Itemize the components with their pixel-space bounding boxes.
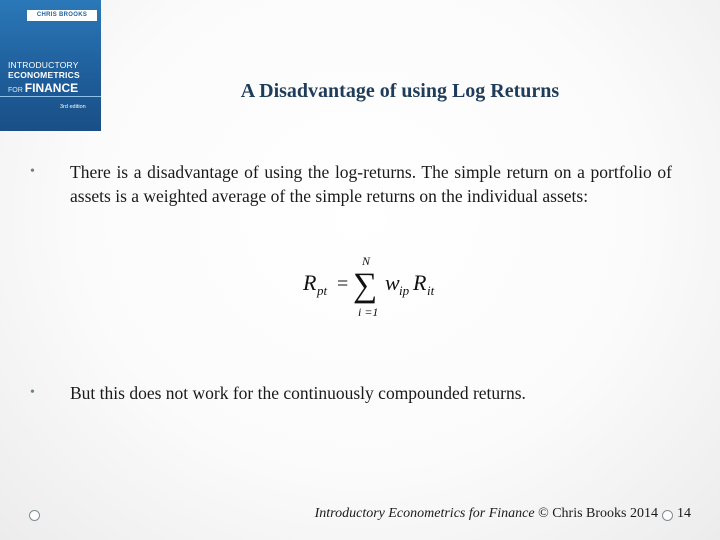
cover-edition: 3rd edition xyxy=(60,104,86,110)
slide-title: A Disadvantage of using Log Returns xyxy=(240,80,560,102)
footer-credit xyxy=(315,506,658,522)
footer-circle-right-icon xyxy=(662,510,673,521)
bullet-item-1 xyxy=(30,160,672,208)
formula-lower-limit: i =1 xyxy=(358,305,379,319)
footer-book-title: Introductory Econometrics for Finance xyxy=(314,506,535,521)
bullet-item-2 xyxy=(30,381,672,405)
portfolio-return-formula xyxy=(300,248,450,323)
footer-copyright: © Chris Brooks 2014 xyxy=(538,506,658,521)
bullet-marker: • xyxy=(30,385,35,400)
cover-stripe xyxy=(0,96,101,97)
bullet-text-1: There is a disadvantage of using the log-returns. The simple return on a portfolio of assets is a weighted average of the simple returns on the individual assets: xyxy=(70,162,672,206)
formula-sum-symbol: ∑ xyxy=(353,267,378,304)
book-cover-image xyxy=(0,0,101,131)
cover-author: CHRIS BROOKS xyxy=(27,10,97,21)
footer-circle-left-icon xyxy=(29,510,40,521)
formula-weight: w xyxy=(385,270,400,295)
cover-title-line3 xyxy=(8,81,78,95)
formula-upper-limit: N xyxy=(362,254,371,268)
formula-lhs-sub: pt xyxy=(317,283,328,298)
page-number: 14 xyxy=(677,506,691,521)
bullet-text-2: But this does not work for the continuously compounded returns. xyxy=(70,383,526,403)
bullet-marker: • xyxy=(30,164,35,179)
cover-title-for: FOR xyxy=(8,87,23,94)
cover-title-finance: FINANCE xyxy=(24,81,79,95)
formula-lhs: R xyxy=(303,270,317,295)
formula-asset-return-sub: it xyxy=(427,283,435,298)
formula-equals: = xyxy=(337,273,349,295)
cover-title-line2: ECONOMETRICS xyxy=(8,70,80,80)
formula-asset-return: R xyxy=(413,270,427,295)
cover-title-line1: INTRODUCTORY xyxy=(8,60,79,70)
formula-weight-sub: ip xyxy=(399,283,410,298)
